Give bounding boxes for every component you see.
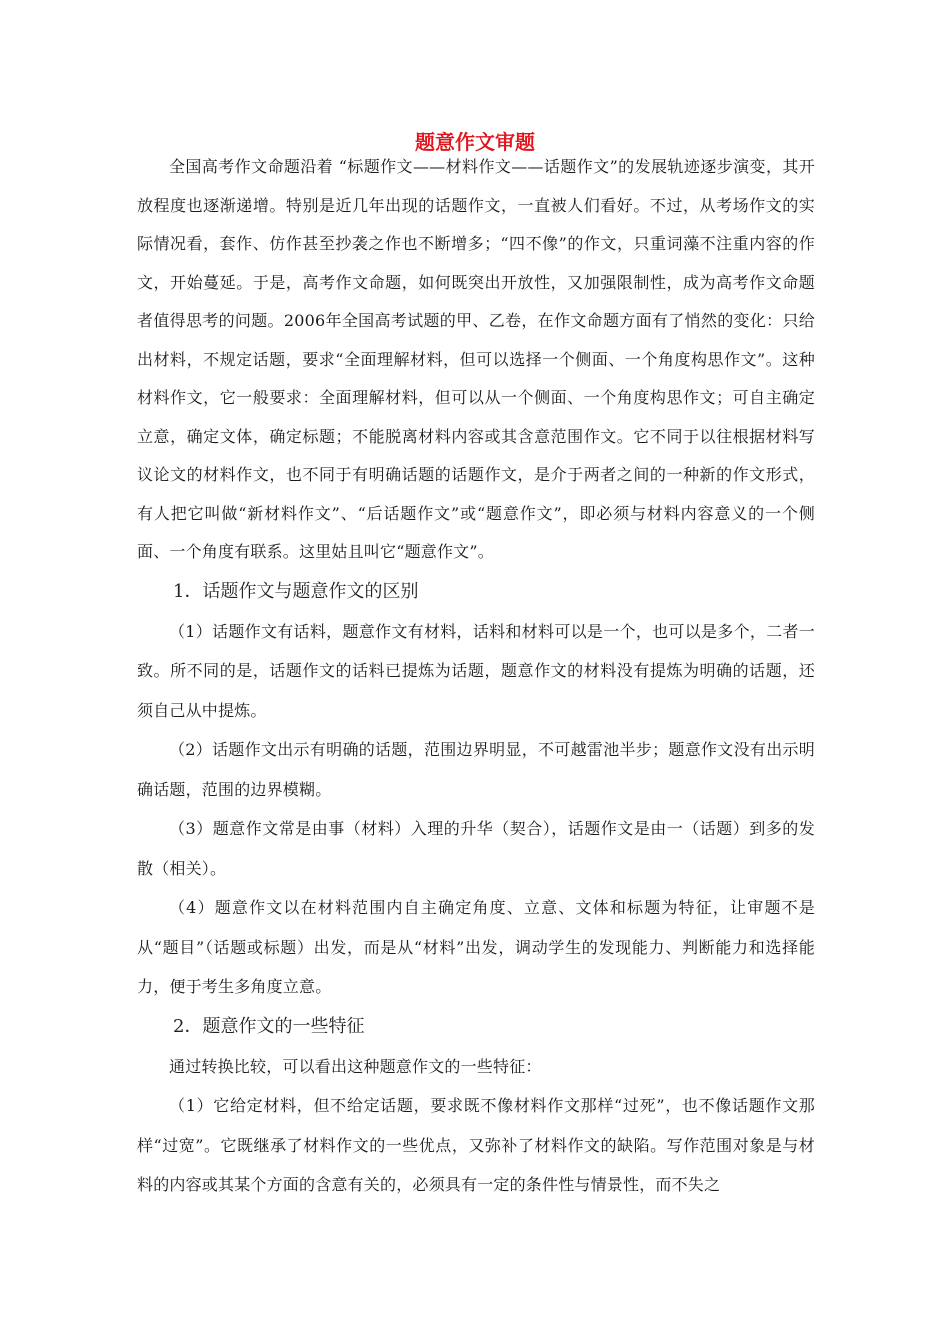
section-1-item-3: （3）题意作文常是由事（材料）入理的升华（契合），话题作文是由一（话题）到多的发散（相关）。 xyxy=(137,819,815,878)
section-2-heading: 2．题意作文的一些特征 xyxy=(173,1015,365,1037)
section-1-item-1: （1）话题作文有话料，题意作文有材料，话料和材料可以是一个，也可以是多个，二者一致。所不同的是，话题作文的话料已提炼为话题，题意作文的材料没有提炼为明确的话题，还须自己从中提炼。 xyxy=(137,621,815,720)
section-2-lead: 通过转换比较，可以看出这种题意作文的一些特征： xyxy=(169,1056,542,1076)
document-title: 题意作文审题 xyxy=(415,130,535,154)
section-2-item-1: （1）它给定材料，但不给定话题，要求既不像材料作文那样“过死”，也不像话题作文那样“过宽”。它既继承了材料作文的一些优点，又弥补了材料作文的缺陷。写作范围对象是与材料的内容或其某个方面的含意有关的，必须具有一定的条件性与情景性，而不失之 xyxy=(137,1096,815,1194)
section-1-heading: 1．话题作文与题意作文的区别 xyxy=(173,580,419,602)
section-1-item-2: （2）话题作文出示有明确的话题，范围边界明显，不可越雷池半步；题意作文没有出示明确话题，范围的边界模糊。 xyxy=(137,740,815,799)
intro-paragraph: 全国高考作文命题沿着 “标题作文——材料作文——话题作文”的发展轨迹逐步演变，其开放程度也逐渐递增。特别是近几年出现的话题作文，一直被人们看好。不过，从考场作文的实际情况看，套作、仿作甚至抄袭之作也不断增多；“四不像”的作文，只重词藻不注重内容的作文，开始蔓延。于是，高考作文命题，如何既突出开放性，又加强限制性，成为高考作文命题者值得思考的问题。2006年全国高考试题的甲、乙卷，在作文命题方面有了悄然的变化：只给出材料，不规定话题，要求“全面理解材料，但可以选择一个侧面、一个角度构思作文”。这种材料作文，它一般要求：全面理解材料，但可以从一个侧面、一个角度构思作文；可自主确定立意，确定文体，确定标题；不能脱离材料内容或其含意范围作文。它不同于以往根据材料写议论文的材料作文，也不同于有明确话题的话题作文，是介于两者之间的一种新的作文形式，有人把它叫做“新材料作文”、“后话题作文”或“题意作文”，即必须与材料内容意义的一个侧面、一个角度有联系。这里姑且叫它“题意作文”。 xyxy=(137,157,815,561)
document-body xyxy=(137,148,815,1205)
section-1-item-4: （4）题意作文以在材料范围内自主确定角度、立意、文体和标题为特征，让审题不是从“题目”（话题或标题）出发，而是从“材料”出发，调动学生的发现能力、判断能力和选择能力，便于考生多角度立意。 xyxy=(137,898,815,996)
